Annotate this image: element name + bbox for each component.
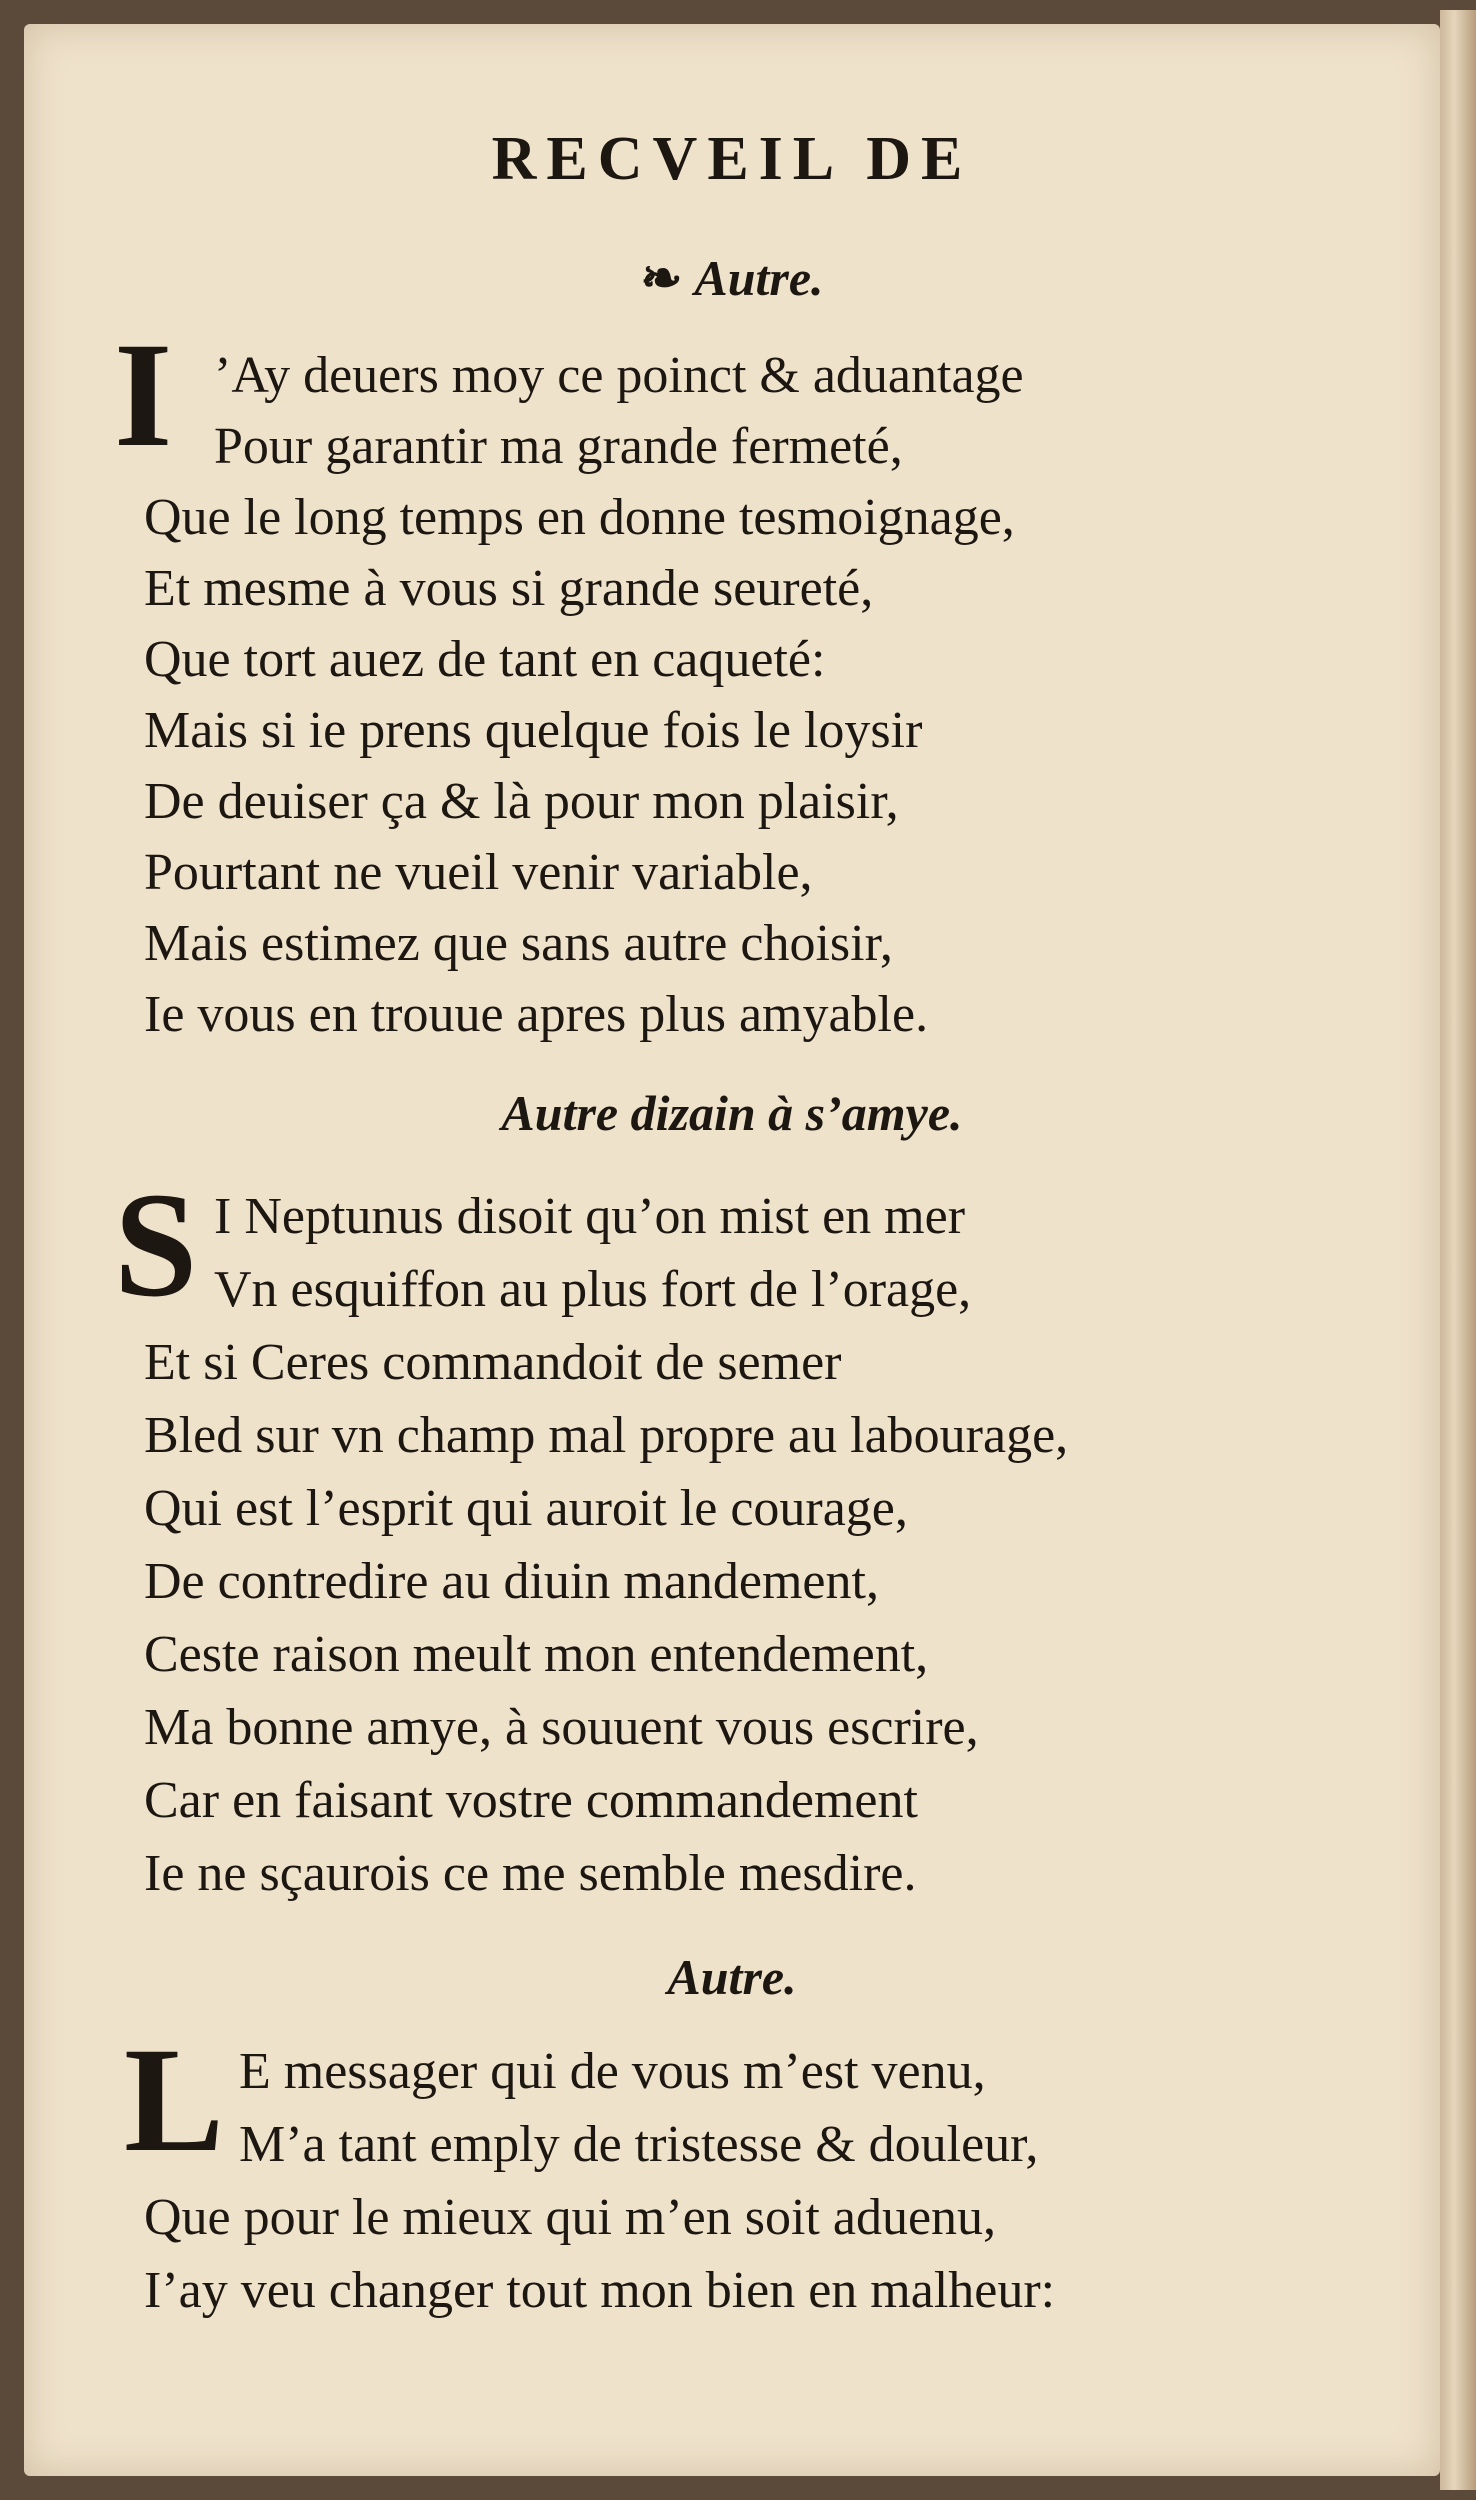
verse-line: Ma bonne amye, à souuent vous escrire, bbox=[144, 1699, 979, 1756]
section-heading: Autre. bbox=[667, 1949, 797, 2005]
verse-line: Vn esquiffon au plus fort de l’orage, bbox=[214, 1261, 972, 1318]
verse-line: Ie ne sçaurois ce me semble mesdire. bbox=[144, 1845, 917, 1902]
fleuron-icon: ❧ bbox=[640, 250, 683, 306]
verse-line: M’a tant emply de tristesse & douleur, bbox=[239, 2116, 1039, 2173]
section-heading bbox=[24, 249, 1440, 307]
verse-line: Que tort auez de tant en caqueté: bbox=[144, 631, 826, 688]
verse-line: Ie vous en trouue apres plus amyable. bbox=[144, 986, 929, 1043]
verse-line: Et mesme à vous si grande seureté, bbox=[144, 560, 874, 617]
verse-line: Ceste raison meult mon entendement, bbox=[144, 1626, 929, 1683]
book-page bbox=[24, 24, 1440, 2476]
verse-line: De deuiser ça & là pour mon plaisir, bbox=[144, 773, 899, 830]
verse-line: ’Ay deuers moy ce poinct & aduantage bbox=[214, 347, 1024, 404]
section-heading: Autre dizain à s’amye. bbox=[501, 1085, 963, 1141]
verse-line: I’ay veu changer tout mon bien en malheur: bbox=[144, 2262, 1056, 2319]
drop-cap: I bbox=[114, 312, 173, 478]
verse-line: Et si Ceres commandoit de semer bbox=[144, 1334, 842, 1391]
drop-cap: S bbox=[114, 1162, 198, 1328]
verse-line: Car en faisant vostre commandement bbox=[144, 1772, 918, 1829]
verse-line: Mais estimez que sans autre choisir, bbox=[144, 915, 893, 972]
drop-cap: L bbox=[124, 2017, 225, 2183]
verse-line: Mais si ie prens quelque fois le loysir bbox=[144, 702, 923, 759]
verse-line: De contredire au diuin mandement, bbox=[144, 1553, 879, 1610]
verse-line: Pour garantir ma grande fermeté, bbox=[214, 418, 903, 475]
verse-line: Bled sur vn champ mal propre au labourage, bbox=[144, 1407, 1069, 1464]
verse-line: E messager qui de vous m’est venu, bbox=[239, 2043, 986, 2100]
verse-line: Qui est l’esprit qui auroit le courage, bbox=[144, 1480, 908, 1537]
verse-line: Que le long temps en donne tesmoignage, bbox=[144, 489, 1015, 546]
running-head: RECVEIL DE bbox=[491, 125, 973, 193]
heading-text: Autre. bbox=[694, 250, 824, 306]
verse-line: I Neptunus disoit qu’on mist en mer bbox=[214, 1188, 966, 1245]
book-edge bbox=[1440, 10, 1476, 2490]
verse-line: Pourtant ne vueil venir variable, bbox=[144, 844, 813, 901]
verse-line: Que pour le mieux qui m’en soit aduenu, bbox=[144, 2189, 997, 2246]
